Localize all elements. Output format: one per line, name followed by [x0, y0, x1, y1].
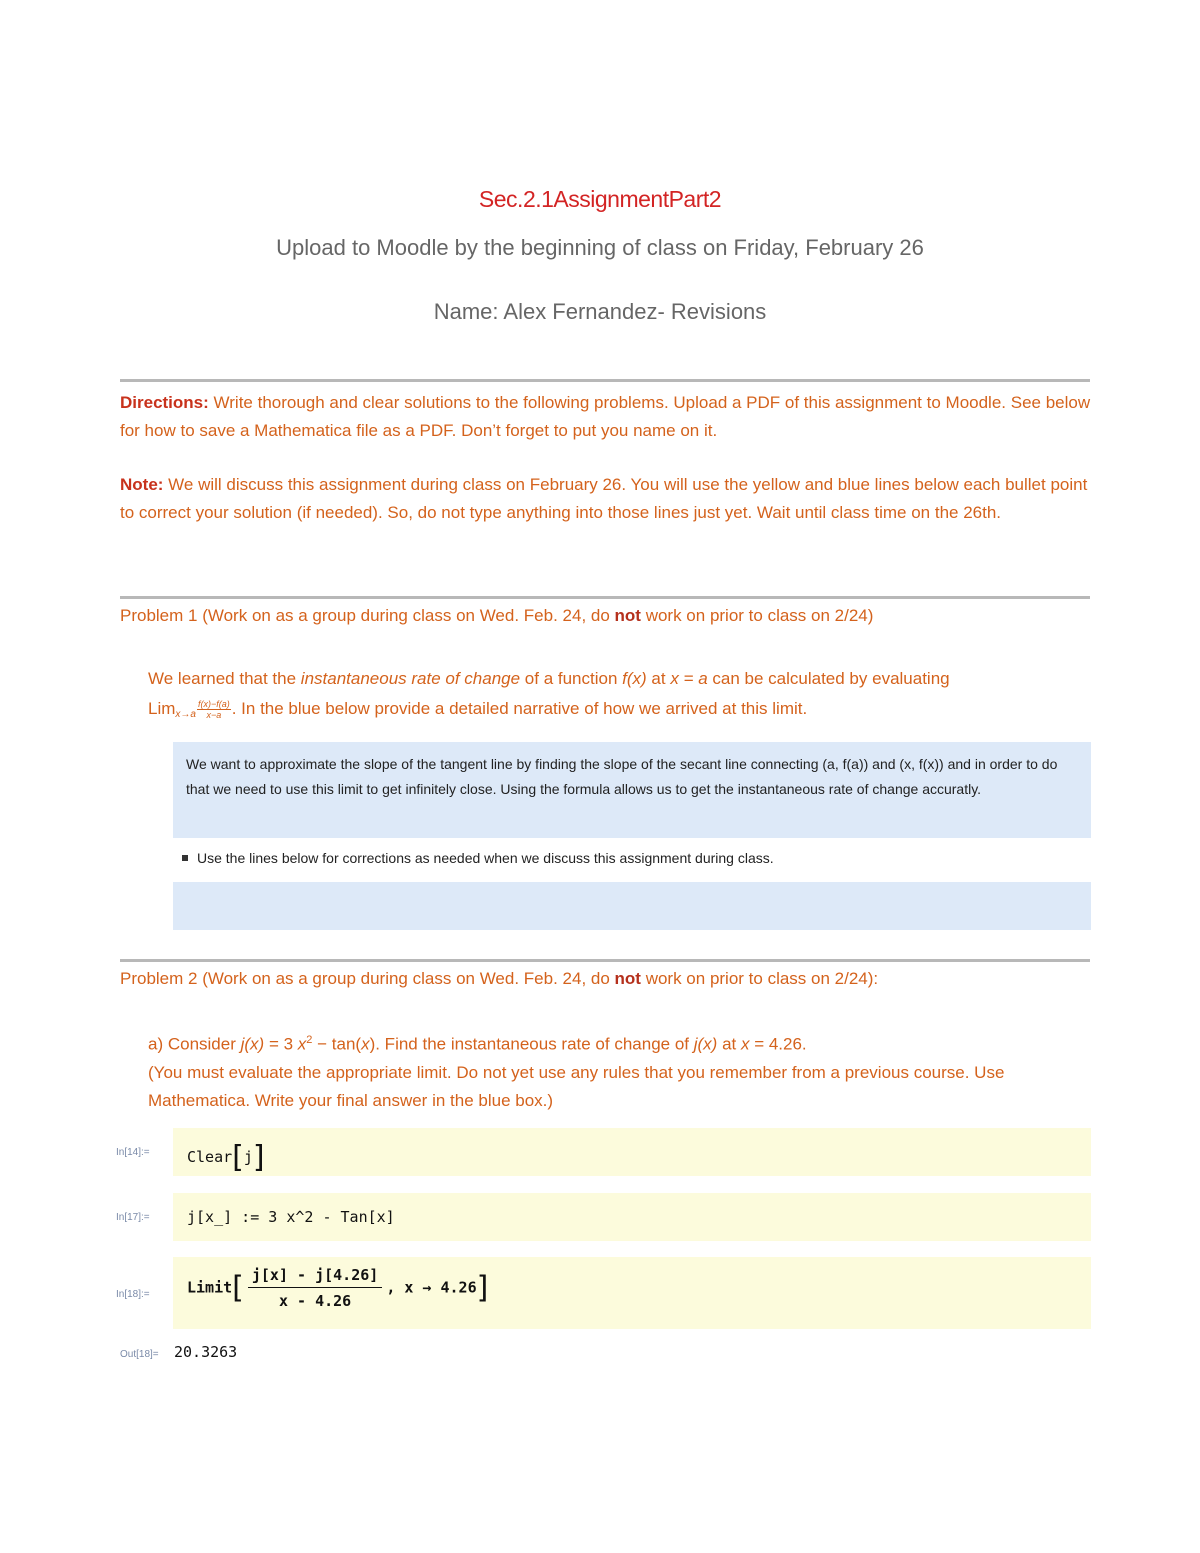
section-divider: [120, 379, 1090, 382]
bracket-close: ]: [476, 1270, 489, 1306]
input-label: In[14]:=: [116, 1147, 150, 1158]
prompt-text: ). Find the instantaneous rate of change of: [369, 1034, 694, 1054]
prompt-math: x: [740, 1034, 750, 1054]
heading-text: work on prior to class on 2/24): [640, 606, 874, 625]
page-subtitle: Upload to Moodle by the beginning of class on Friday, February 26: [276, 235, 924, 260]
bracket-close: ]: [252, 1140, 265, 1175]
answer-text[interactable]: We want to approximate the slope of the tangent line by finding the slope of the secant line connecting (a, f(a)) and (x, f(x)) and in order to do that we need to use this limit to get infinitely close. Using the formula allows us to get the instantaneous rate of change accuratly.: [186, 756, 1058, 797]
problem1-prompt: [148, 664, 1088, 730]
note-label: Note:: [120, 475, 164, 494]
code-function: Clear: [187, 1148, 233, 1166]
limit-fraction: [197, 699, 231, 720]
input-cell-clear[interactable]: [173, 1128, 1091, 1176]
problem2a-prompt: [148, 1026, 1093, 1115]
output-value: 20.3263: [174, 1343, 238, 1361]
heading-text: work on prior to class on 2/24):: [640, 969, 879, 988]
prompt-text: = 3: [264, 1034, 298, 1054]
bracket-open: [: [232, 1270, 244, 1306]
student-name: Name: Alex Fernandez- Revisions: [433, 299, 767, 324]
input-label: In[17]:=: [116, 1212, 150, 1223]
fraction-denominator: x−a: [206, 710, 222, 721]
problem2-heading: [120, 969, 878, 989]
prompt-superscript: 2: [306, 1034, 313, 1046]
heading-bold: not: [614, 969, 641, 988]
directions-label: Directions:: [120, 393, 209, 412]
bullet-icon: [182, 855, 188, 861]
prompt-instructions: (You must evaluate the appropriate limit. Do not yet use any rules that you remember from a previous course. Use Mathematica. Write your final answer in the blue box.): [148, 1062, 1005, 1110]
prompt-text: a) Consider: [148, 1034, 241, 1054]
prompt-math: x: [361, 1034, 370, 1054]
section-divider: [120, 959, 1090, 962]
prompt-text: can be calculated by evaluating: [707, 669, 950, 688]
fraction-denominator: x - 4.26: [278, 1292, 352, 1310]
problem1-heading: [120, 606, 873, 626]
note-paragraph: [120, 471, 1095, 527]
prompt-text: . In the blue below provide a detailed narrative of how we arrived at this limit.: [231, 699, 808, 718]
prompt-italic: instantaneous rate of change: [300, 669, 521, 688]
prompt-text: at: [717, 1034, 741, 1054]
code-define[interactable]: j[x_] := 3 x^2 - Tan[x]: [187, 1208, 395, 1226]
prompt-text: = 4.26.: [749, 1034, 807, 1054]
directions-text: Write thorough and clear solutions to the following problems. Upload a PDF of this assignment to Moodle. See below for how to save a Mathematica file as a PDF. Don’t forget to put you name on it.: [120, 393, 1091, 440]
prompt-text: of a function: [520, 669, 623, 688]
code-fraction: [248, 1266, 382, 1310]
corrections-bullet: [182, 850, 774, 866]
code-limit-var: , x → 4.26: [386, 1278, 477, 1297]
fraction-numerator: j[x] - j[4.26]: [248, 1266, 382, 1288]
code-function: Limit: [187, 1278, 233, 1297]
directions-paragraph: [120, 389, 1095, 445]
prompt-math: x = a: [670, 669, 708, 688]
code-argument: j: [243, 1148, 253, 1166]
corrections-box[interactable]: [173, 882, 1091, 930]
heading-bold: not: [614, 606, 641, 625]
output-label: Out[18]=: [120, 1349, 159, 1360]
heading-text: Problem 2 (Work on as a group during class on Wed. Feb. 24, do: [120, 969, 615, 988]
bullet-text: Use the lines below for corrections as needed when we discuss this assignment during class.: [197, 850, 774, 866]
section-divider: [120, 596, 1090, 599]
code-limit[interactable]: [187, 1266, 488, 1310]
prompt-math: f(x): [622, 669, 647, 688]
prompt-math: j(x): [240, 1034, 265, 1054]
fraction-numerator: f(x)−f(a): [197, 699, 230, 710]
prompt-text: We learned that the: [148, 669, 301, 688]
page-title: Sec.2.1AssignmentPart2: [478, 186, 722, 212]
heading-text: Problem 1 (Work on as a group during class on Wed. Feb. 24, do: [120, 606, 615, 625]
input-label: In[18]:=: [116, 1289, 150, 1300]
note-text: We will discuss this assignment during class on February 26. You will use the yellow and blue lines below each bullet point to correct your solution (if needed). So, do not type anything into those lines just yet. Wait until class time on the 26th.: [120, 475, 1088, 522]
limit-subscript: x→a: [175, 709, 196, 720]
code-clear[interactable]: [187, 1140, 265, 1175]
limit-symbol: Lim: [148, 699, 176, 718]
bracket-open: [: [232, 1140, 244, 1175]
prompt-math: x: [297, 1034, 307, 1054]
prompt-text: − tan(: [312, 1034, 362, 1054]
prompt-text: at: [646, 669, 671, 688]
prompt-math: j(x): [693, 1034, 718, 1054]
